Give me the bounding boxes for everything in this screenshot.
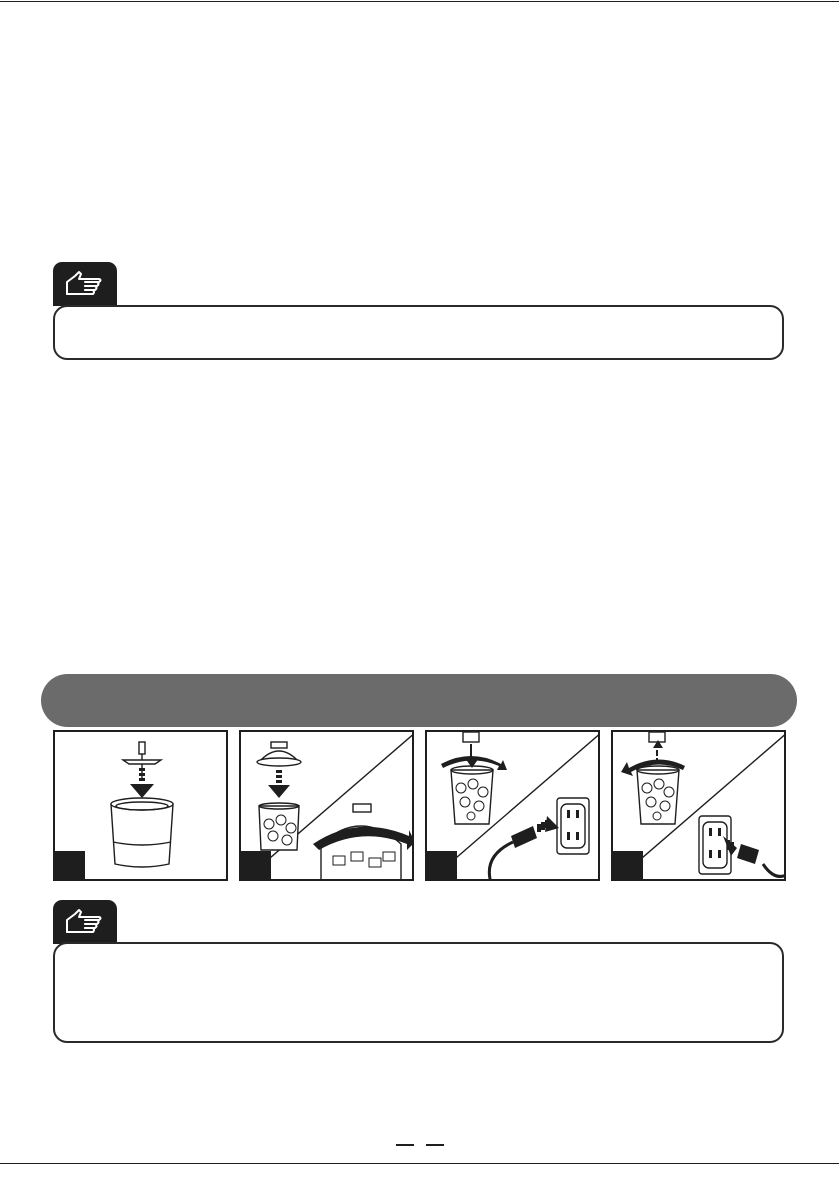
pointing-hand-icon <box>63 906 107 938</box>
step-panel-3 <box>425 730 600 881</box>
step-panel-1 <box>53 730 228 881</box>
note-tab <box>53 900 117 944</box>
top-rule <box>0 1 839 2</box>
bottom-rule <box>0 1163 839 1164</box>
pointing-hand-icon <box>63 268 107 300</box>
note-box <box>53 305 784 360</box>
step-panel-4 <box>611 730 786 881</box>
note-tab <box>53 262 117 306</box>
step-badge <box>426 851 457 880</box>
step-badge <box>240 851 271 880</box>
step-panel-2 <box>239 730 414 881</box>
note-box <box>53 942 784 1043</box>
page-number <box>396 1138 444 1158</box>
section-header-bar <box>41 674 797 727</box>
page-number-dash <box>426 1144 444 1146</box>
note-text <box>55 944 782 964</box>
note-text <box>55 307 782 327</box>
section-title <box>41 674 797 727</box>
step-badge <box>612 851 643 880</box>
page-number-dash <box>396 1144 414 1146</box>
step-badge <box>54 851 85 880</box>
